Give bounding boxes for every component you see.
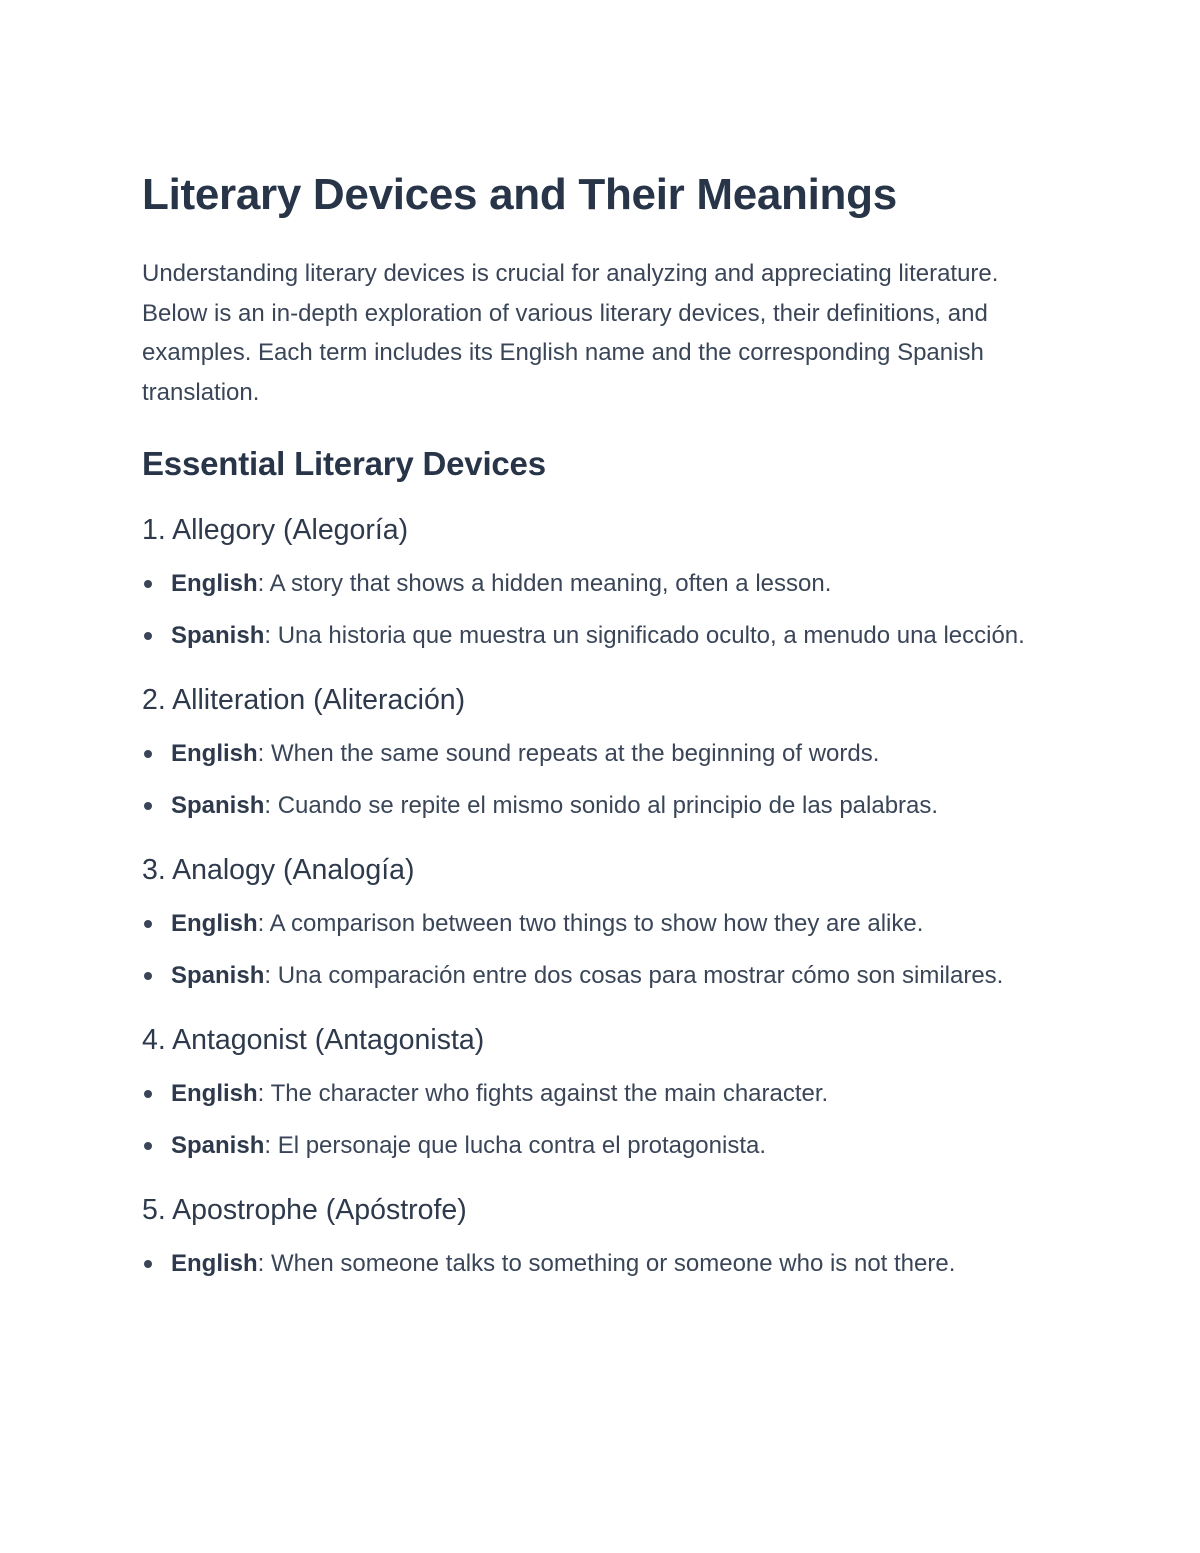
term-analogy (142, 850, 1062, 996)
page-title: Literary Devices and Their Meanings (142, 170, 897, 219)
bullet-icon (144, 1142, 152, 1150)
spanish-definition (142, 956, 1062, 996)
english-definition (142, 1244, 1062, 1284)
spanish-definition (142, 616, 1062, 656)
bullet-icon (144, 972, 152, 980)
english-label: English (171, 1250, 258, 1277)
english-text: : A story that shows a hidden meaning, often a lesson. (257, 570, 832, 597)
spanish-definition (142, 1126, 1062, 1166)
spanish-text: : El personaje que lucha contra el protagonista. (264, 1132, 767, 1159)
english-text: : When someone talks to something or someone who is not there. (257, 1250, 956, 1277)
bullet-icon (144, 580, 152, 588)
term-apostrophe (142, 1190, 1062, 1284)
english-label: English (171, 570, 258, 597)
english-text: : The character who fights against the main character. (257, 1080, 829, 1107)
english-text: : When the same sound repeats at the beginning of words. (257, 740, 880, 767)
bullet-icon (144, 632, 152, 640)
spanish-text: : Cuando se repite el mismo sonido al principio de las palabras. (264, 792, 939, 819)
intro-paragraph: Understanding literary devices is crucial for analyzing and appreciating literature. Below is an in-depth exploration of various literary devices, their definitions, and examples. Each term includes its English name and the corresponding Spanish translation. (142, 260, 999, 406)
document-page (142, 166, 1062, 1284)
english-text: : A comparison between two things to show how they are alike. (257, 910, 924, 937)
term-heading: 4. Antagonist (Antagonista) (142, 1024, 485, 1056)
spanish-text: : Una comparación entre dos cosas para mostrar cómo son similares. (264, 962, 1004, 989)
bullet-icon (144, 750, 152, 758)
term-heading: 2. Alliteration (Aliteración) (142, 684, 466, 716)
english-definition (142, 904, 1062, 944)
english-definition (142, 1074, 1062, 1114)
spanish-text: : Una historia que muestra un significado oculto, a menudo una lección. (264, 622, 1025, 649)
spanish-label: Spanish (171, 792, 265, 819)
bullet-icon (144, 1260, 152, 1268)
term-antagonist (142, 1020, 1062, 1166)
definition-list (142, 1074, 1062, 1166)
definition-list (142, 564, 1062, 656)
bullet-icon (144, 802, 152, 810)
term-allegory (142, 510, 1062, 656)
bullet-icon (144, 1090, 152, 1098)
definition-list (142, 1244, 1062, 1284)
definition-list (142, 734, 1062, 826)
english-label: English (171, 910, 258, 937)
spanish-definition (142, 786, 1062, 826)
english-label: English (171, 740, 258, 767)
bullet-icon (144, 920, 152, 928)
term-heading: 3. Analogy (Analogía) (142, 854, 415, 886)
spanish-label: Spanish (171, 1132, 265, 1159)
section-title: Essential Literary Devices (142, 445, 546, 482)
english-definition (142, 734, 1062, 774)
spanish-label: Spanish (171, 622, 265, 649)
term-heading: 1. Allegory (Alegoría) (142, 514, 409, 546)
english-definition (142, 564, 1062, 604)
english-label: English (171, 1080, 258, 1107)
term-alliteration (142, 680, 1062, 826)
spanish-label: Spanish (171, 962, 265, 989)
term-heading: 5. Apostrophe (Apóstrofe) (142, 1194, 467, 1226)
definition-list (142, 904, 1062, 996)
